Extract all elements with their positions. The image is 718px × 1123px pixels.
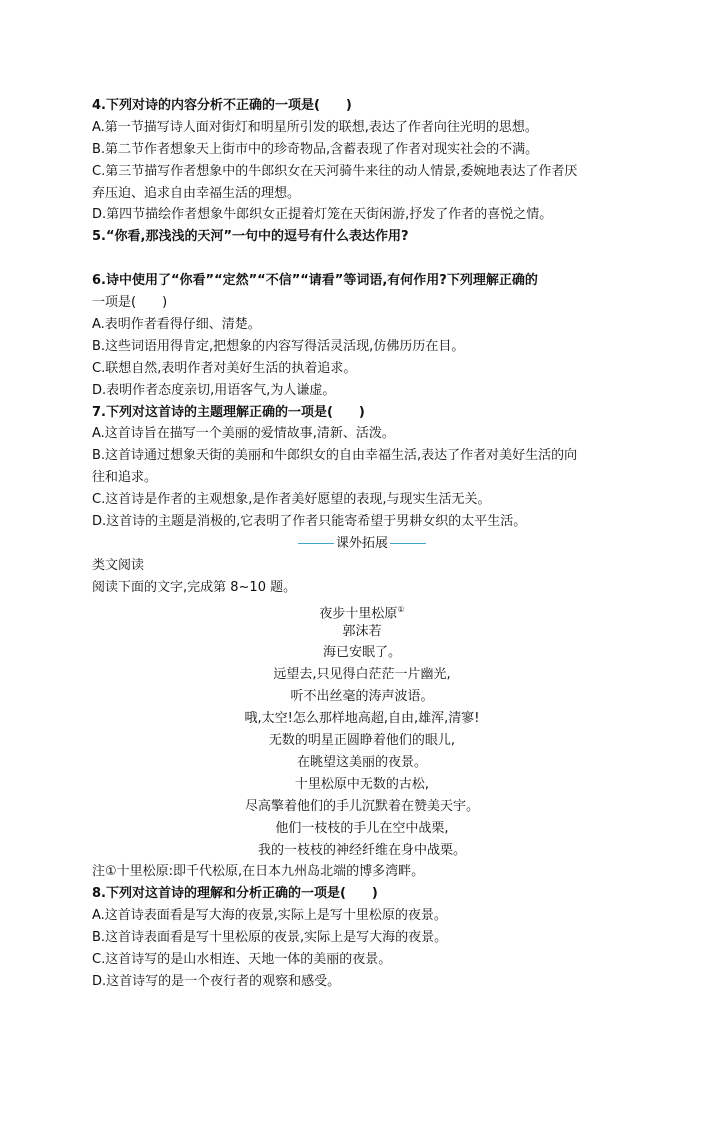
question-8-option-d: D.这首诗写的是一个夜行者的观察和感受。 (92, 973, 341, 989)
poem-line: 无数的明星正圆睁着他们的眼儿, (268, 733, 456, 749)
question-7-option-b-cont: 往和追求。 (92, 470, 158, 486)
question-7-option-a: A.这首诗旨在描写一个美丽的爱情故事,清新、活泼。 (92, 426, 395, 442)
question-4-option-a: A.第一节描写诗人面对街灯和明星所引发的联想,表达了作者向往光明的思想。 (92, 119, 538, 135)
poem-line: 远望去,只见得白茫茫一片幽光, (273, 667, 451, 683)
question-8-option-a: A.这首诗表面看是写大海的夜景,实际上是写十里松原的夜景。 (92, 908, 447, 924)
question-6-option-d: D.表明作者态度亲切,用语客气,为人谦虚。 (92, 382, 336, 398)
question-6-option-a: A.表明作者看得仔细、清楚。 (92, 317, 261, 333)
question-6-stem: 6.诗中使用了“你看”“定然”“不信”“请看”等词语,有何作用?下列理解正确的 (92, 273, 538, 289)
poem-footnote: 注①十里松原:即千代松原,在日本九州岛北端的博多湾畔。 (92, 864, 425, 880)
question-8-stem: 8.下列对这首诗的理解和分析正确的一项是( ) (92, 886, 378, 902)
section-title: 课外拓展 (335, 535, 388, 551)
question-7-option-c: C.这首诗是作者的主观想象,是作者美好愿望的表现,与现实生活无关。 (92, 492, 491, 508)
poem-line: 海已安眠了。 (322, 645, 401, 661)
reading-instruction: 阅读下面的文字,完成第 8~10 题。 (92, 579, 297, 595)
poem-line: 在眺望这美丽的夜景。 (296, 754, 427, 770)
question-4-stem: 4.下列对诗的内容分析不正确的一项是( ) (92, 98, 352, 113)
poem-line: 我的一枝枝的神经纤维在身中战栗。 (257, 842, 466, 858)
question-7-option-d: D.这首诗的主题是消极的,它表明了作者只能寄希望于男耕女织的太平生活。 (92, 514, 527, 530)
section-heading (92, 533, 632, 555)
poem-title: 夜步十里松原 (319, 606, 398, 622)
poem-title-line (92, 599, 632, 621)
poem-line: 尽高擎着他们的手儿沉默着在赞美天宇。 (244, 798, 479, 814)
question-4-option-b: B.第二节作者想象天上街市中的珍奇物品,含蓄表现了作者对现实社会的不满。 (92, 141, 539, 157)
question-7-stem: 7.下列对这首诗的主题理解正确的一项是( ) (92, 404, 365, 420)
question-6-option-c: C.联想自然,表明作者对美好生活的执着追求。 (92, 360, 357, 376)
question-4-option-d: D.第四节描绘作者想象牛郎织女正提着灯笼在天街闲游,抒发了作者的喜悦之情。 (92, 207, 553, 223)
question-8-option-b: B.这首诗表面看是写十里松原的夜景,实际上是写大海的夜景。 (92, 930, 448, 946)
poem-line: 听不出丝毫的涛声波语。 (290, 689, 434, 705)
footnote-marker: ① (397, 604, 405, 614)
heading-rule-left (298, 543, 334, 544)
poem-author: 郭沫若 (342, 623, 382, 639)
question-7-option-b: B.这首诗通过想象天街的美丽和牛郎织女的自由幸福生活,表达了作者对美好生活的向 (92, 448, 578, 464)
poem-line: 他们一枝枝的手儿在空中战栗, (275, 820, 449, 836)
question-6-option-b: B.这些词语用得肯定,把想象的内容写得活灵活现,仿佛历历在目。 (92, 338, 465, 354)
heading-rule-right (390, 543, 426, 544)
question-6-stem-cont: 一项是( ) (92, 295, 168, 311)
poem-line: 十里松原中无数的古松, (294, 776, 430, 792)
poem-line: 哦,太空!怎么那样地高超,自由,雄浑,清寥! (244, 711, 480, 727)
document-page (92, 95, 632, 993)
answer-space (92, 248, 632, 270)
question-4-option-c: C.第三节描写作者想象中的牛郎织女在天河骑牛来往的动人情景,委婉地表达了作者厌 (92, 163, 578, 179)
question-5-stem: 5.“你看,那浅浅的天河”一句中的逗号有什么表达作用? (92, 229, 409, 245)
question-8-option-c: C.这首诗写的是山水相连、天地一体的美丽的夜景。 (92, 951, 392, 967)
reading-label: 类文阅读 (92, 557, 145, 573)
question-4-option-c-cont: 弃压迫、追求自由幸福生活的理想。 (92, 185, 301, 201)
